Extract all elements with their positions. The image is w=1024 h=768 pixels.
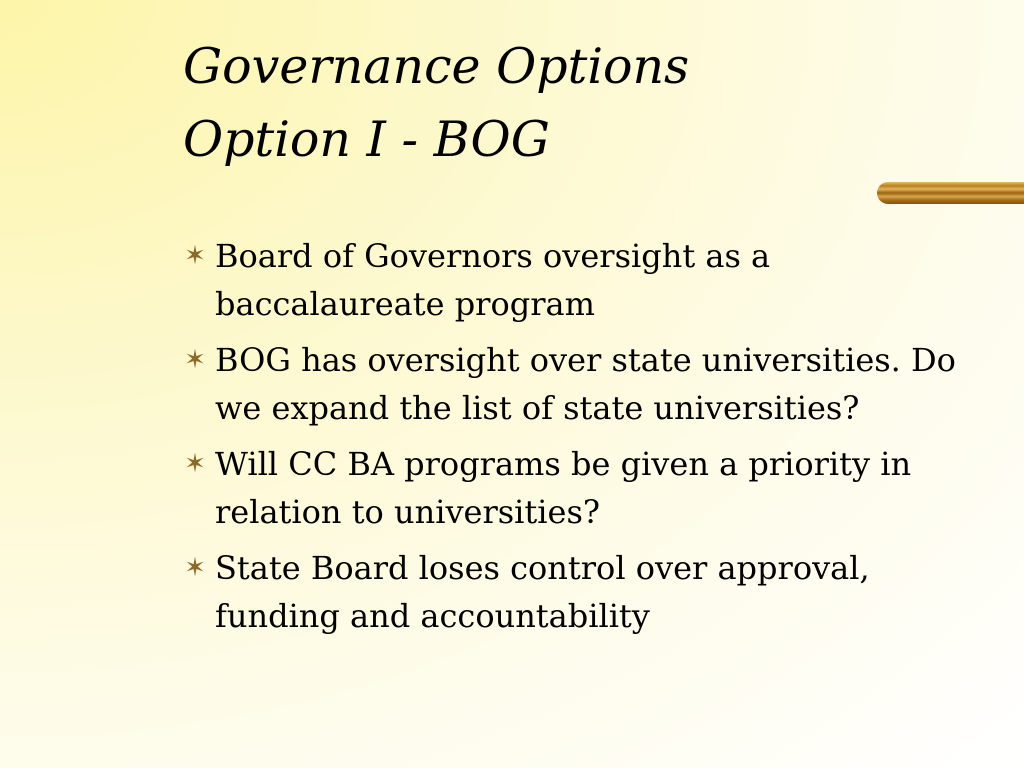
bullet-item [180,232,1000,328]
bullet-text: State Board loses control over approval, funding and accountability [215,549,870,635]
bullet-text: Board of Governors oversight as a baccalaureate program [215,237,771,323]
bullet-list [180,232,1000,648]
bullet-item [180,336,1000,432]
star-bullet-icon: ✶ [184,345,206,375]
star-bullet-icon: ✶ [184,553,206,583]
gold-divider-rule [877,182,1024,204]
bullet-item [180,544,1000,640]
bullet-text: Will CC BA programs be given a priority in relation to universities? [215,445,912,531]
title-line-1: Governance Options [183,38,690,95]
title-line-2: Option I - BOG [183,111,550,168]
bullet-text: BOG has oversight over state universities. Do we expand the list of state universities? [215,341,956,427]
star-bullet-icon: ✶ [184,241,206,271]
bullet-item [180,440,1000,536]
slide-title [183,30,1003,176]
star-bullet-icon: ✶ [184,449,206,479]
